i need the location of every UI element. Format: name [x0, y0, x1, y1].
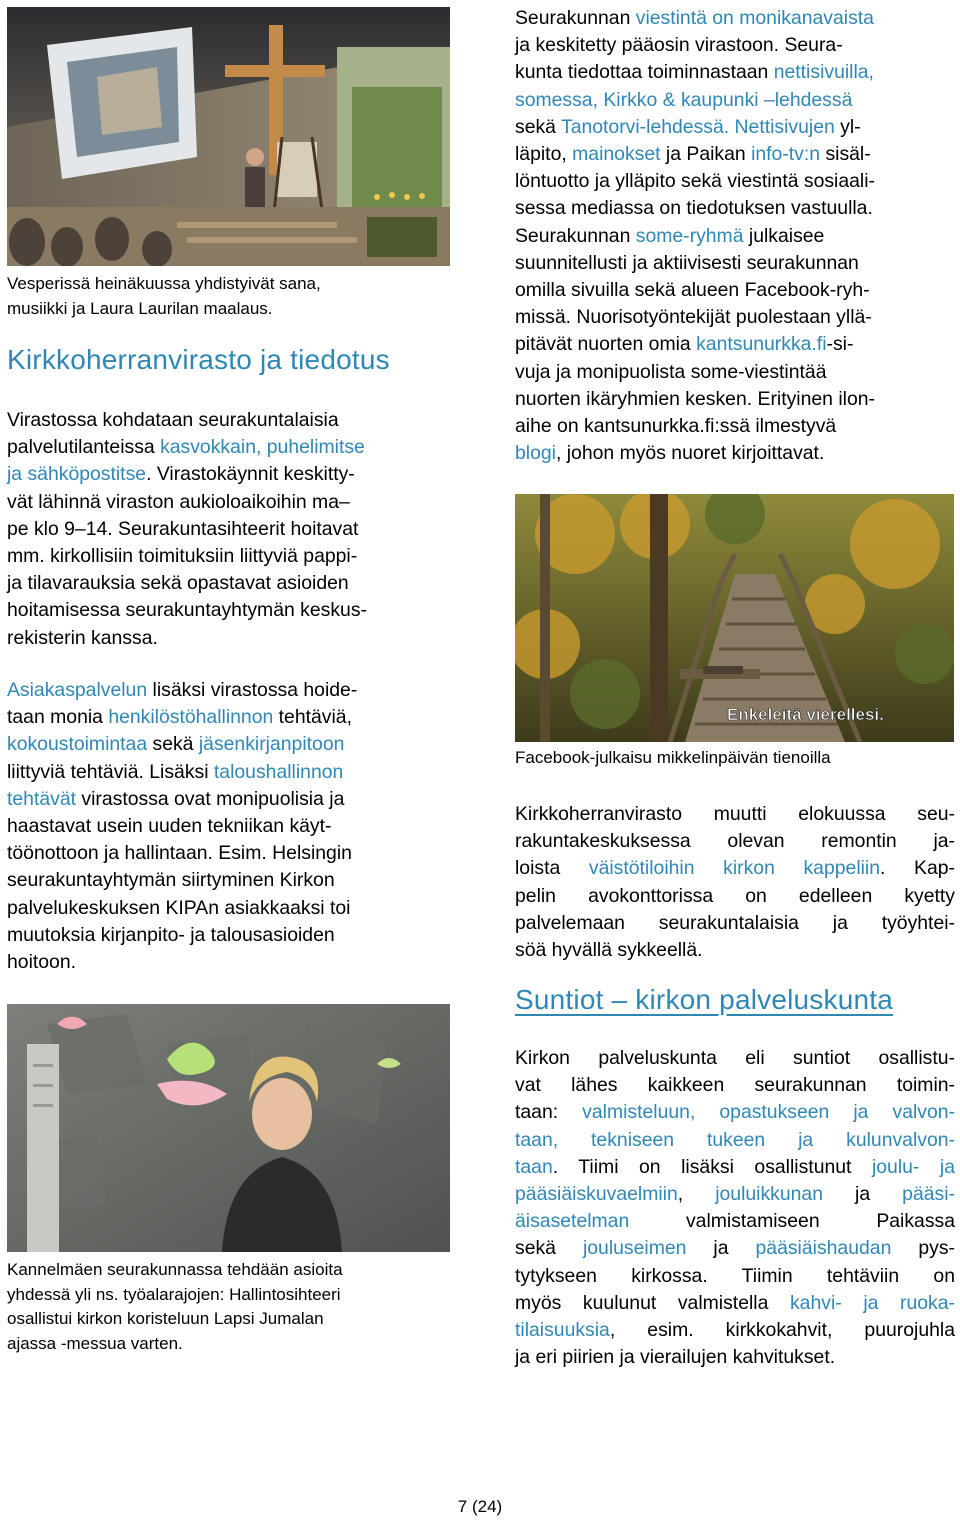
paragraph-suntiot — [515, 1045, 955, 1371]
text-span: Seurakunnan — [515, 224, 636, 247]
highlighted-text: valmisteluun, opastukseen ja valvon- — [582, 1101, 956, 1124]
photo-forest-stairs — [515, 494, 954, 742]
text-line — [7, 677, 452, 704]
highlighted-text: nettisivuilla, — [773, 61, 874, 84]
text-span: tytykseen kirkossa. Tiimin tehtäviin on — [515, 1264, 955, 1287]
text-line — [515, 1208, 955, 1235]
text-line — [515, 59, 960, 86]
text-span: ja — [686, 1237, 756, 1260]
text-span: virastossa ovat monipuolisia ja — [76, 787, 345, 810]
highlighted-text: some-ryhmä — [635, 224, 744, 247]
text-line — [7, 434, 452, 461]
paragraph-virasto-intro — [7, 407, 452, 652]
text-span: läpito, — [515, 143, 573, 166]
highlighted-text: kasvokkain, puhelimitse — [160, 436, 365, 459]
text-line — [515, 87, 960, 114]
text-span: palvelutilanteissa — [7, 436, 161, 459]
text-span: rekisterin kanssa. — [7, 626, 158, 649]
text-span: vuja ja monipuolista some-viestintää — [515, 360, 827, 383]
text-span: liittyviä tehtäviä. Lisäksi — [7, 760, 214, 783]
text-line — [7, 461, 452, 488]
text-span: mm. kirkollisiin toimituksiin liittyviä pappi- — [7, 545, 358, 568]
text-span: hoitamisessa seurakuntayhtymän keskus- — [7, 599, 367, 622]
text-line — [515, 1099, 955, 1126]
highlighted-text: jouluikkunan — [715, 1183, 823, 1206]
text-line — [7, 922, 452, 949]
text-span: ja tilavarauksia sekä opastavat asioiden — [7, 572, 349, 595]
highlighted-text: somessa, Kirkko & kaupunki –lehdessä — [515, 88, 853, 111]
photo-caption: Kannelmäen seurakunnassa tehdään asioita yhdessä yli ns. työalarajojen: Hallintosihteeri osallistui kirkon koristeluun Lapsi Jumalan ajassa -messua varten. — [7, 1260, 343, 1353]
text-line — [7, 949, 452, 976]
paragraph-remontti — [515, 801, 955, 964]
photo-vesper-painting — [7, 7, 450, 266]
highlighted-text: kahvi- ja ruoka- — [789, 1291, 955, 1314]
paragraph-asiakaspalvelu — [7, 677, 452, 976]
text-span: palvelukeskuksen KIPAn asiakkaaksi toi — [7, 896, 351, 919]
text-span: sekä — [147, 733, 199, 756]
text-line — [515, 386, 960, 413]
text-span: vat lähes kaikkeen seurakunnan toimin- — [515, 1074, 955, 1097]
text-span: aihe on kantsunurkka.fi:ssä ilmestyvä — [515, 415, 837, 438]
text-line — [515, 1235, 955, 1262]
text-span: seurakuntayhtymän siirtyminen Kirkon — [7, 869, 335, 892]
page-number: 7 (24) — [457, 1497, 503, 1516]
text-line — [515, 1127, 955, 1154]
text-line — [515, 250, 960, 277]
text-line — [515, 1181, 955, 1208]
highlighted-text: blogi — [515, 442, 556, 465]
text-span: ja eri piirien ja vierailujen kahvitukset. — [515, 1346, 836, 1369]
photo-caption: Vesperissä heinäkuussa yhdistyivät sana, musiikki ja Laura Laurilan maalaus. — [7, 274, 321, 318]
text-span: söä hyvällä sykkeellä. — [515, 939, 703, 962]
text-line — [515, 359, 960, 386]
text-span: kunta tiedottaa toiminnastaan — [515, 61, 774, 84]
text-span: loista — [515, 857, 589, 880]
text-span: . Kap- — [880, 857, 955, 880]
text-line — [7, 407, 452, 434]
text-line — [515, 801, 955, 828]
text-line — [515, 277, 960, 304]
highlighted-text: jouluseimen — [582, 1237, 687, 1260]
highlighted-text: joulu- ja — [871, 1155, 955, 1178]
highlighted-text: äisasetelman — [515, 1210, 630, 1233]
text-line — [515, 1045, 955, 1072]
highlighted-text: info-tv:n — [751, 143, 821, 166]
text-line — [7, 543, 452, 570]
text-span: Seurakunnan — [515, 7, 636, 29]
text-span: Kirkon palveluskunta eli suntiot osallistu- — [515, 1047, 955, 1069]
text-line — [515, 1072, 955, 1099]
text-line — [515, 32, 960, 59]
text-line — [515, 413, 960, 440]
text-line — [7, 813, 452, 840]
text-span: pitävät nuorten omia — [515, 333, 697, 356]
text-span: sessa mediassa on tiedotuksen vastuulla. — [515, 197, 873, 220]
photo-overlay-text: Enkeleitä vierellesi. — [727, 705, 884, 724]
text-span: valmistamiseen Paikassa — [629, 1210, 955, 1233]
text-span: missä. Nuorisotyöntekijät puolestaan yllä- — [515, 306, 872, 329]
highlighted-text: mainokset — [572, 143, 661, 166]
text-line — [515, 937, 955, 964]
highlighted-text: pääsiäiskuvaelmiin — [515, 1183, 678, 1206]
highlighted-text: ja sähköpostitse — [7, 463, 147, 486]
text-span: haastavat usein uuden tekniikan käyt- — [7, 815, 332, 838]
text-span: pelin avokonttorissa on edelleen kyetty — [515, 884, 955, 907]
highlighted-text: Asiakaspalvelun — [7, 679, 148, 701]
text-span: -si- — [826, 333, 854, 356]
text-span: hoitoon. — [7, 951, 77, 974]
text-line — [7, 759, 452, 786]
highlighted-text: taan — [515, 1155, 553, 1178]
text-line — [7, 597, 452, 624]
text-span: sisäl- — [820, 143, 871, 166]
text-span: , esim. kirkkokahvit, puurojuhla — [609, 1319, 955, 1342]
section-heading-suntiot: Suntiot – kirkon palveluskunta — [515, 984, 893, 1015]
highlighted-text: Tanotorvi-lehdessä. — [561, 115, 730, 138]
text-span: suunnitellusti ja aktiivisesti seurakunnan — [515, 251, 859, 274]
text-line — [515, 1344, 955, 1371]
text-span: lisäksi virastossa hoide- — [147, 679, 358, 701]
text-span: julkaisee — [743, 224, 825, 247]
text-line — [7, 895, 452, 922]
text-span: tehtäviä, — [273, 706, 352, 729]
text-line — [7, 625, 452, 652]
text-line — [7, 516, 452, 543]
highlighted-text: väistötiloihin kirkon kappeliin — [588, 857, 881, 880]
text-line — [7, 570, 452, 597]
paragraph-viestinta — [515, 5, 960, 467]
text-span: sekä — [515, 115, 561, 138]
text-line — [515, 1317, 955, 1344]
text-span: taan: — [515, 1101, 583, 1124]
highlighted-text: pääsi- — [902, 1183, 955, 1206]
text-span: muutoksia kirjanpito- ja talousasioiden — [7, 923, 335, 946]
highlighted-text: henkilöstöhallinnon — [108, 706, 274, 729]
text-span: omilla sivuilla sekä alueen Facebook-ryh- — [515, 279, 870, 302]
text-span: , — [677, 1183, 716, 1206]
highlighted-text: kantsunurkka.fi — [696, 333, 827, 356]
highlighted-text: kokoustoimintaa — [7, 733, 148, 756]
photo-caption: Facebook-julkaisu mikkelinpäivän tienoilla — [515, 748, 831, 767]
text-line — [7, 731, 452, 758]
photo-church-decoration — [7, 1004, 450, 1252]
text-line — [7, 840, 452, 867]
text-line — [515, 910, 955, 937]
text-span: taan monia — [7, 706, 109, 729]
highlighted-text: viestintä on monikanavaista — [635, 7, 874, 29]
text-line — [7, 489, 452, 516]
text-span: töönottoon ja hallintaan. Esim. Helsingin — [7, 842, 352, 865]
text-line — [515, 5, 960, 32]
section-heading-kirkkoherranvirasto: Kirkkoherranvirasto ja tiedotus — [7, 344, 390, 375]
text-span: palvelemaan seurakuntalaisia ja työyhtei- — [515, 911, 955, 934]
text-span: vät lähinnä viraston aukioloaikoihin ma– — [7, 490, 350, 513]
highlighted-text: Nettisivujen — [734, 115, 835, 138]
text-line — [515, 883, 955, 910]
text-line — [7, 786, 452, 813]
text-span: , johon myös nuoret kirjoittavat. — [555, 442, 825, 465]
text-line — [515, 855, 955, 882]
text-line — [515, 828, 955, 855]
text-line — [515, 195, 960, 222]
text-line — [7, 704, 452, 731]
text-span: yl- — [834, 115, 861, 138]
highlighted-text: pääsiäishaudan — [755, 1237, 892, 1260]
text-span: ja Paikan — [660, 143, 752, 166]
text-span: ja keskitetty pääosin virastoon. Seura- — [515, 34, 843, 57]
text-span: Virastossa kohdataan seurakuntalaisia — [7, 409, 339, 431]
text-span: sekä — [515, 1237, 583, 1260]
text-line — [515, 440, 960, 467]
text-line — [515, 1290, 955, 1317]
highlighted-text: taan, tekniseen tukeen ja kulunvalvon- — [515, 1128, 955, 1151]
text-span: myös kuulunut valmistella — [515, 1291, 790, 1314]
text-line — [515, 114, 960, 141]
text-line — [515, 168, 960, 195]
text-line — [515, 141, 960, 168]
text-span: pys- — [891, 1237, 955, 1260]
text-line — [515, 223, 960, 250]
text-span: löntuotto ja ylläpito sekä viestintä sosiaali- — [515, 170, 875, 193]
text-line — [515, 1154, 955, 1181]
text-span: pe klo 9–14. Seurakuntasihteerit hoitavat — [7, 517, 359, 540]
text-span: . Virastokäynnit keskitty- — [146, 463, 355, 486]
text-span: nuorten ikäryhmien kesken. Erityinen ilon- — [515, 387, 875, 410]
highlighted-text: taloushallinnon — [213, 760, 344, 783]
text-line — [515, 1263, 955, 1290]
text-span: . Tiimi on lisäksi osallistunut — [552, 1155, 872, 1178]
highlighted-text: jäsenkirjanpitoon — [198, 733, 345, 756]
highlighted-text: tilaisuuksia — [515, 1319, 610, 1342]
text-span: Kirkkoherranvirasto muutti elokuussa seu- — [515, 803, 955, 825]
text-line — [515, 331, 960, 358]
text-span: rakuntakeskuksessa olevan remontin ja- — [515, 830, 955, 853]
text-span: ja — [823, 1183, 903, 1206]
text-line — [515, 304, 960, 331]
text-line — [7, 867, 452, 894]
highlighted-text: tehtävät — [7, 787, 76, 810]
